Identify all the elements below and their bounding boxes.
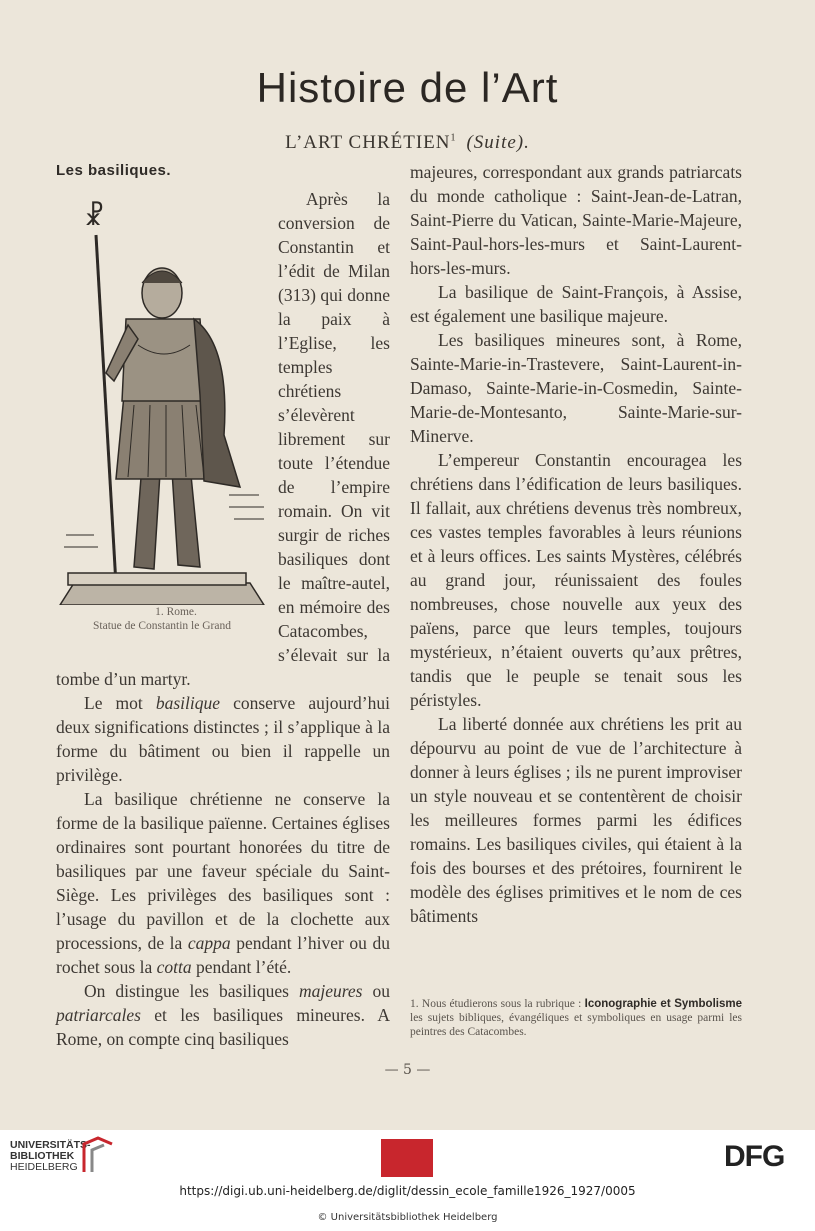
p3-text-a: La basilique chrétienne ne conserve la forme de la basilique païenne. Certaines églises ordinaires sont pourtant honorées du titre de basiliques par une faveur spéciale du Saint-Siège. Les privilèges des basiliques sont : l’usage du pavillon et de la clochette aux processions, de la: [56, 789, 390, 953]
footnote: [410, 997, 742, 1039]
digitization-logo-icon[interactable]: [381, 1139, 433, 1177]
left-paragraph-3: [56, 787, 390, 979]
library-logo-icon: [82, 1136, 114, 1174]
svg-text:☧: ☧: [84, 202, 105, 232]
left-paragraph-2: [56, 691, 390, 787]
section-heading: Les basiliques.: [56, 162, 172, 179]
footnote-bold: Iconographie et Symbolisme: [584, 998, 742, 1010]
right-paragraph-1: majeures, correspondant aux grands patriarcats du monde catholique : Saint-Jean-de-Latran, Saint-Pierre du Vatican, Sainte-Marie-Majeure, Saint-Paul-hors-les-murs et Saint-Laurent-hors-les-murs.: [410, 162, 742, 278]
p2-italic: basilique: [155, 693, 221, 713]
footnote-text-b: les sujets bibliques, évangéliques et symboliques en usage parmi les peintres des Catacombes.: [410, 1012, 742, 1038]
page-number: — 5 —: [384, 1062, 431, 1078]
p2-text-a: Le mot: [84, 693, 156, 713]
subtitle-note-ref: 1: [450, 132, 457, 144]
p3-text-c: pendant l’été.: [191, 957, 292, 977]
library-line-3: HEIDELBERG: [10, 1161, 78, 1173]
left-paragraph-4: [56, 979, 390, 1051]
page-subtitle: [0, 132, 815, 154]
p4-text-a: On distingue les basiliques: [84, 981, 299, 1001]
library-line-1: UNIVERSITÄTS-: [10, 1139, 91, 1151]
page-url-link[interactable]: https://digi.ub.uni-heidelberg.de/diglit/dessin_ecole_famille1926_1927/0005: [179, 1184, 636, 1198]
subtitle-text: L’ART CHRÉTIEN: [285, 132, 451, 153]
footnote-text-a: 1. Nous étudierons sous la rubrique :: [410, 998, 585, 1010]
figure-caption-number: 1. Rome.: [155, 606, 197, 618]
right-column: [410, 160, 742, 928]
p3-italic-cappa: cappa: [187, 933, 231, 953]
library-name[interactable]: [10, 1140, 91, 1173]
constantin-statue-illustration: [54, 195, 270, 605]
left-column: [56, 159, 390, 1051]
figure-caption: [54, 605, 270, 633]
left-paragraph-1: [56, 187, 390, 691]
figure-caption-text: Statue de Constantin le Grand: [93, 620, 231, 632]
library-line-2: BIBLIOTHEK: [10, 1150, 75, 1162]
page-title: Histoire de l’Art: [256, 64, 559, 111]
right-paragraph-3: Les basiliques mineures sont, à Rome, Sainte-Marie-in-Trastevere, Saint-Laurent-in-Damaso, Sainte-Marie-in-Cosmedin, Sainte-Marie-de-Montesanto, Sainte-Marie-sur-Minerve.: [410, 330, 742, 446]
p3-italic-cotta: cotta: [156, 957, 192, 977]
p3-text-b: pendant l’hiver ou du rochet sous la: [56, 933, 390, 977]
right-paragraph-2: La basilique de Saint-François, à Assise, est également une basilique majeure.: [410, 282, 742, 326]
right-paragraph-5: La liberté donnée aux chrétiens les prit au dépourvu au point de vue de l’architecture à donner à leurs églises ; ils ne purent improviser un style nouveau et se contentèrent de choisir les meilleures formes parmi les édifices romains. Les basiliques civiles, qui étaient à la fois des bourses et des prétoires, fournirent le modèle des églises primitives et le nom de ces bâtiments: [410, 714, 742, 926]
subtitle-suite: (Suite).: [466, 132, 530, 153]
p4-text-c: et les basiliques mineures. A Rome, on compte cinq basiliques: [56, 1005, 390, 1049]
copyright-notice: © Universitätsbibliothek Heidelberg: [317, 1212, 498, 1223]
left-paragraph-1-text: Après la conversion de Constantin et l’édit de Milan (313) qui donne la paix à l’Eglise, les temples chrétiens s’élevèrent librement sur toute l’étendue de l’empire romain. On vit surgir de riches basiliques dont le maître-autel, en mémoire des Catacombes, s’élevait sur la tombe d’un martyr.: [56, 189, 390, 689]
p4-italic-patriarcales: patriarcales: [56, 1005, 141, 1025]
p2-text-b: conserve aujourd’hui deux significations distinctes ; il s’applique à la forme du bâtiment ou bien il rappelle un privilège.: [56, 693, 391, 785]
p4-text-b: ou: [362, 981, 390, 1001]
constantin-figure: [54, 195, 270, 647]
dfg-logo[interactable]: DFG: [724, 1140, 785, 1173]
right-paragraph-4: L’empereur Constantin encouragea les chrétiens dans l’édification de leurs basiliques. Il fallait, aux chrétiens devenus très nombreux, ces vastes temples favorables à leurs réunions et à leurs offices. Les saints Mystères, célébrés au grand jour, réunissaient des foules nombreuses, chose nouvelle aux yeux des païens, parce que leurs temples, toujours mystérieux, n’étaient ouverts qu’aux prêtres, tandis que le peuple se tenait sous les péristyles.: [410, 450, 742, 710]
p4-italic-majeures: majeures: [298, 981, 363, 1001]
